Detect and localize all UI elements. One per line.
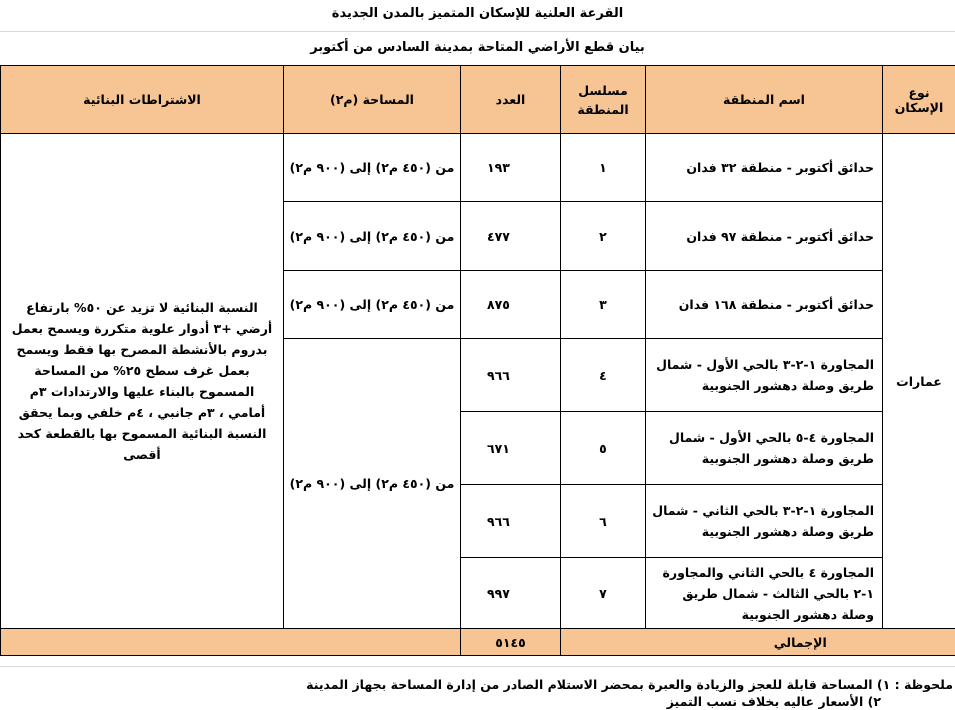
region-serial-cell: ٥	[561, 412, 646, 485]
count-cell: ٦٧١	[461, 412, 561, 485]
area-cell: من (٤٥٠ م٢) إلى (٩٠٠ م٢)	[284, 271, 461, 339]
divider	[0, 666, 955, 667]
count-cell: ١٩٣	[461, 134, 561, 202]
area-cell: من (٤٥٠ م٢) إلى (٩٠٠ م٢)	[284, 134, 461, 202]
region-serial-cell: ٧	[561, 558, 646, 629]
total-filler	[1, 629, 461, 656]
count-cell: ٩٦٦	[461, 339, 561, 412]
header-housing-type: نوع الإسكان	[883, 66, 955, 134]
header-conditions: الاشتراطات البنائية	[1, 66, 284, 134]
table-row	[1, 134, 955, 202]
total-label: الإجمالي	[646, 629, 955, 656]
notes-block	[3, 676, 953, 710]
count-cell: ٩٩٧	[461, 558, 561, 629]
region-serial-cell: ٢	[561, 202, 646, 271]
header-area: المساحة (م٢)	[284, 66, 461, 134]
plots-table	[0, 65, 955, 656]
region-name-cell: المجاورة ١-٢-٣ بالحي الأول - شمال طريق وصلة دهشور الجنوبية	[646, 339, 883, 412]
region-name-cell: المجاورة ٤ بالحي الثاني والمجاورة ١-٢ بالحي الثالث - شمال طريق وصلة دهشور الجنوبية	[646, 558, 883, 629]
area-cell: من (٤٥٠ م٢) إلى (٩٠٠ م٢)	[284, 202, 461, 271]
area-cell-merged: من (٤٥٠ م٢) إلى (٩٠٠ م٢)	[284, 339, 461, 629]
table-header-row	[1, 66, 955, 134]
region-name-cell: حدائق أكتوبر - منطقة ٩٧ فدان	[646, 202, 883, 271]
note-line-2: ٢) الأسعار عاليه بخلاف نسب التميز	[3, 693, 953, 710]
header-count: العدد	[461, 66, 561, 134]
region-name-cell: المجاورة ١-٢-٣ بالحي الثاني - شمال طريق وصلة دهشور الجنوبية	[646, 485, 883, 558]
housing-type-cell: عمارات	[883, 134, 955, 629]
document-subtitle: بيان قطع الأراضي المتاحة بمدينة السادس من أكتوبر	[0, 40, 955, 55]
total-row	[1, 629, 955, 656]
count-cell: ٩٦٦	[461, 485, 561, 558]
region-name-cell: المجاورة ٤-٥ بالحي الأول - شمال طريق وصلة دهشور الجنوبية	[646, 412, 883, 485]
total-spacer	[561, 629, 646, 656]
header-region-name: اسم المنطقة	[646, 66, 883, 134]
note-line-1: ملحوظة : ١) المساحة قابلة للعجز والزيادة والعبرة بمحضر الاستلام الصادر من إدارة المساحة بجهاز المدينة	[3, 676, 953, 693]
region-serial-cell: ٤	[561, 339, 646, 412]
region-name-cell: حدائق أكتوبر - منطقة ٣٢ فدان	[646, 134, 883, 202]
region-serial-cell: ١	[561, 134, 646, 202]
conditions-cell: النسبة البنائية لا تزيد عن ٥٠% بارتفاع أرضي +٣ أدوار علوية متكررة ويسمح بعمل بدروم بالأنشطة المصرح بها فقط ويسمح بعمل غرف سطح ٢٥% من المساحة المسموح بالبناء عليها والارتدادات ٣م أمامي ، ٣م جانبي ، ٤م خلفي وبما يحقق النسبة البنائية المسموح بها بالقطعة كحد أقصى	[1, 134, 284, 629]
count-cell: ٤٧٧	[461, 202, 561, 271]
divider	[0, 31, 955, 32]
region-serial-cell: ٣	[561, 271, 646, 339]
document-title: القرعة العلنية للإسكان المتميز بالمدن الجديدة	[0, 6, 955, 21]
header-region-serial: مسلسل المنطقة	[561, 66, 646, 134]
total-value: ٥١٤٥	[461, 629, 561, 656]
region-serial-cell: ٦	[561, 485, 646, 558]
count-cell: ٨٧٥	[461, 271, 561, 339]
region-name-cell: حدائق أكتوبر - منطقة ١٦٨ فدان	[646, 271, 883, 339]
